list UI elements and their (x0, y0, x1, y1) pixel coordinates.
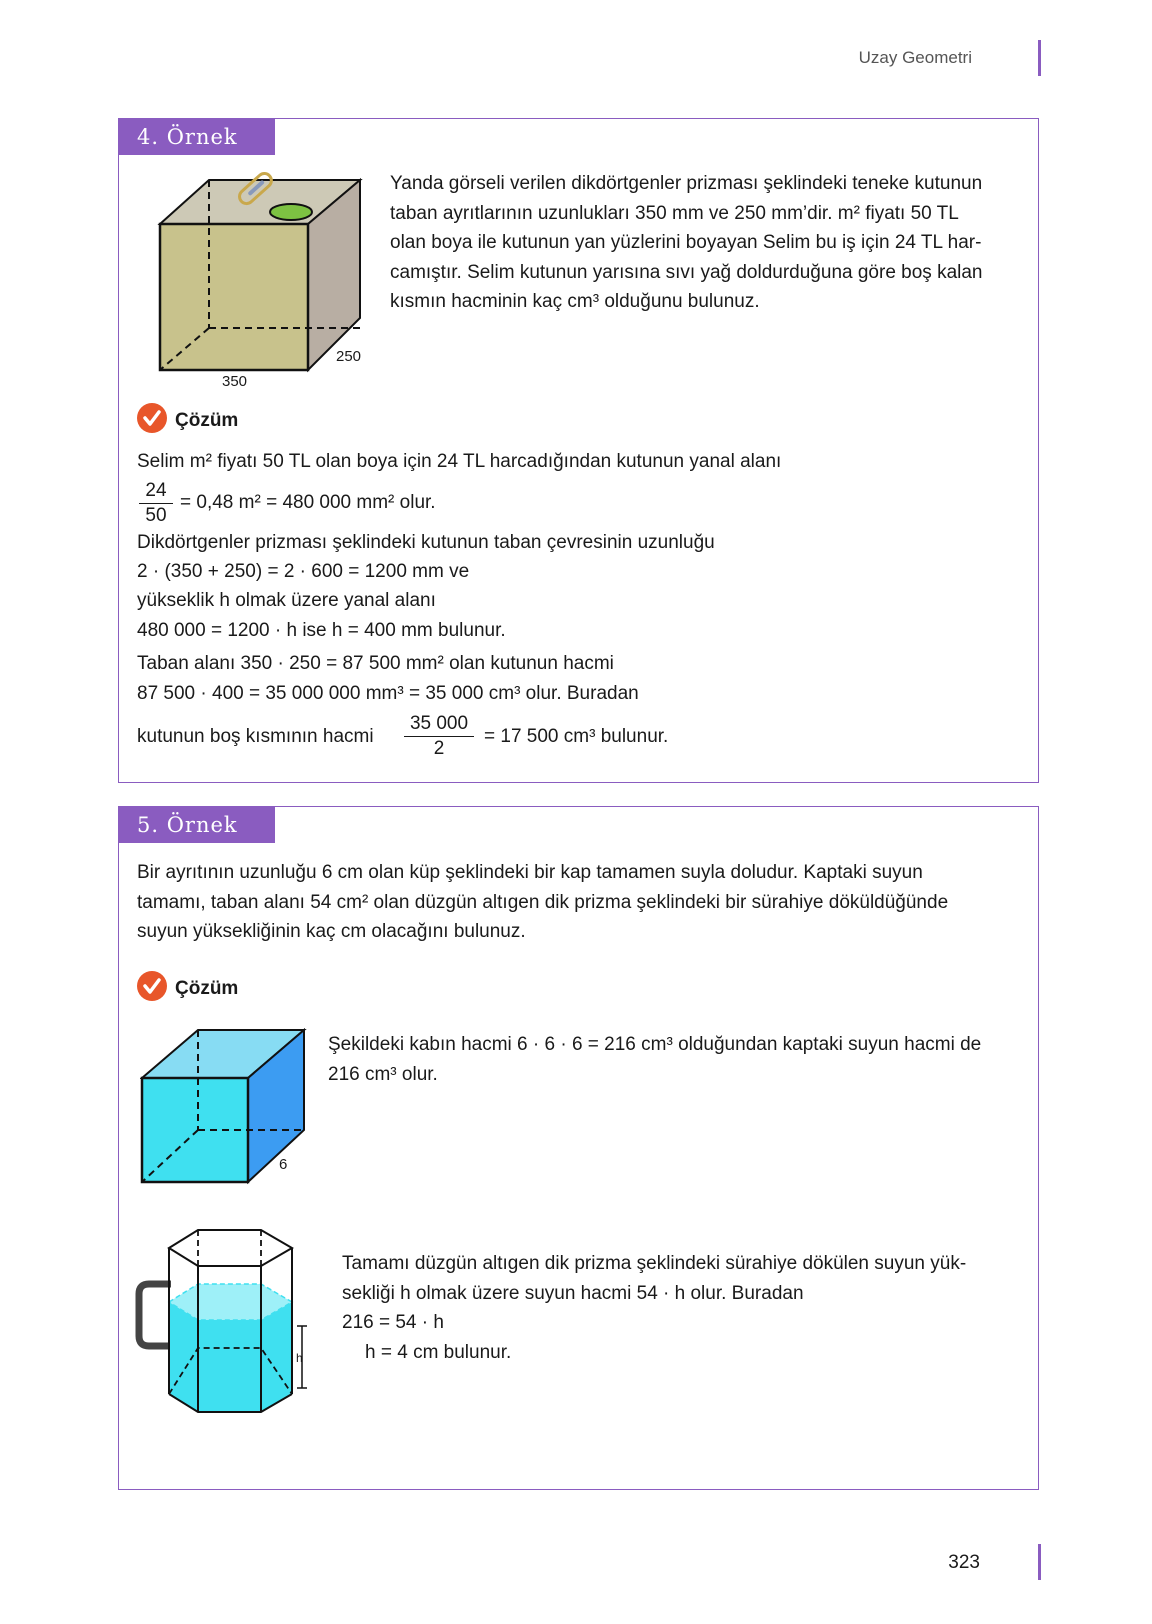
check-icon (137, 403, 167, 433)
solution-4-line-9a: kutunun boş kısmının hacmi (137, 726, 374, 747)
solution-5-title: Çözüm (175, 978, 239, 999)
water-height-label: h (296, 1351, 303, 1365)
solution-4-line-1: Selim m² fiyatı 50 TL olan boya için 24 TL harcadığından kutunun yanal alanı (137, 451, 782, 472)
example-5-tag: 5. Örnek (119, 807, 275, 843)
cube-text-line: 216 cm³ olur. (328, 1063, 438, 1085)
problem-line: suyun yüksekliğinin kaç cm olacağını bulunuz. (137, 921, 526, 942)
hex-text-line: Tamamı düzgün altıgen dik prizma şeklindeki sürahiye dökülen suyun yük- (342, 1253, 967, 1274)
example-5-problem (137, 858, 1021, 947)
fraction-numerator: 35 000 (404, 712, 474, 737)
tin-box-figure (140, 170, 380, 400)
example-4-problem (390, 169, 1018, 317)
solution-4-line-7: Taban alanı 350 · 250 = 87 500 mm² olan kutunun hacmi (137, 653, 614, 674)
header-bar (1038, 40, 1041, 76)
check-icon (137, 971, 167, 1001)
problem-line: Yanda görseli verilen dikdörtgenler prizması şeklindeki teneke kutunun (390, 173, 983, 194)
problem-line: camıştır. Selim kutunun yarısına sıvı yağ doldurduğuna göre boş kalan (390, 261, 983, 283)
hex-text-line: 216 = 54 · h (342, 1312, 444, 1333)
hexagonal-jug-figure (133, 1228, 323, 1418)
fraction-numerator: 24 (139, 479, 173, 504)
problem-line: tamamı, taban alanı 54 cm² olan düzgün altıgen dik prizma şeklindeki bir sürahiye döküldüğünde (137, 891, 949, 913)
solution-4-line-3: Dikdörtgenler prizması şeklindeki kutunun taban çevresinin uzunluğu (137, 532, 715, 553)
hex-text-line: h = 4 cm bulunur. (365, 1341, 512, 1363)
solution-4-line-9b: = 17 500 cm³ bulunur. (484, 726, 669, 747)
header-title: Uzay Geometri (858, 48, 972, 67)
footer-bar (1038, 1544, 1041, 1580)
cube-edge-label: 6 (279, 1156, 288, 1173)
example-4-tag: 4. Örnek (119, 119, 275, 155)
problem-line: taban ayrıtlarının uzunlukları 350 mm ve 250 mm’dir. m² fiyatı 50 TL (390, 202, 959, 224)
problem-line: olan boya ile kutunun yan yüzlerini boyayan Selim bu iş için 24 TL har- (390, 232, 982, 253)
cube-text-line: Şekildeki kabın hacmi 6 · 6 · 6 = 216 cm³ olduğundan kaptaki suyun hacmi de (328, 1034, 982, 1055)
problem-line: kısmın hacminin kaç cm³ olduğunu bulunuz. (390, 291, 760, 312)
fraction-denominator: 2 (433, 738, 445, 759)
solution-4-line-4: 2 · (350 + 250) = 2 · 600 = 1200 mm ve (137, 561, 470, 582)
fraction-denominator: 50 (145, 505, 167, 526)
solution-4-line-6: 480 000 = 1200 · h ise h = 400 mm bulunur. (137, 620, 506, 641)
solution-4-line-5: yükseklik h olmak üzere yanal alanı (137, 590, 436, 611)
solution-4-line-8: 87 500 · 400 = 35 000 000 mm³ = 35 000 cm³ olur. Buradan (137, 683, 639, 704)
solution-4-title: Çözüm (175, 410, 239, 431)
fraction-24-50 (139, 479, 173, 528)
box-width-label: 350 (222, 373, 248, 390)
problem-line: Bir ayrıtının uzunluğu 6 cm olan küp şeklindeki bir kap tamamen suyla doludur. Kaptaki suyun (137, 862, 923, 883)
hex-text-line: sekliği h olmak üzere suyun hacmi 54 · h olur. Buradan (342, 1282, 804, 1304)
hex-text (342, 1249, 1022, 1367)
fraction-35000-2 (404, 712, 474, 761)
cube-text (328, 1030, 1020, 1089)
solution-4-line-2: = 0,48 m² = 480 000 mm² olur. (180, 492, 436, 513)
box-depth-label: 250 (336, 348, 362, 365)
page-number: 323 (948, 1552, 980, 1573)
